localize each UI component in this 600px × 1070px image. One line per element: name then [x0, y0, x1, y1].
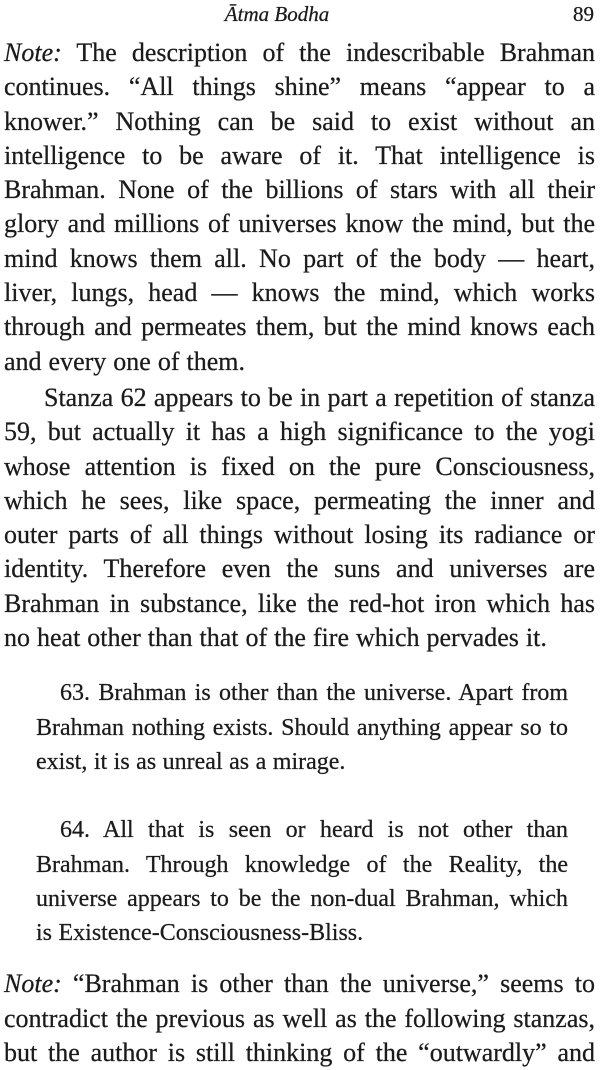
text-line: 63. Brahman is other than the universe. Apart from [60, 680, 568, 707]
running-title: Ātma Bodha [224, 2, 330, 26]
text-line: and every one of them. [4, 346, 245, 376]
text-line: universe appears to be the non-dual Brahman, which [36, 885, 568, 912]
note-label: Note: [4, 969, 62, 999]
text-line: Note: The description of the indescribable Brahman [4, 38, 595, 67]
commentary-stanza-62 [4, 381, 595, 655]
text-line: liver, lungs, head — knows the mind, which works [4, 278, 595, 308]
text-line: Brahman. None of the billions of stars with all their [4, 175, 595, 205]
text-line: intelligence to be aware of it. That intelligence is [4, 140, 595, 170]
text-line: Brahman nothing exists. Should anything appear so to [36, 714, 568, 741]
text-line: contradict the previous as well as the following stanzas, [4, 1003, 595, 1033]
note-label: Note: [4, 38, 62, 67]
text-line: whose attention is fixed on the pure Consciousness, [4, 451, 595, 481]
page-number: 89 [573, 2, 594, 26]
text-line: identity. Therefore even the suns and universes are [4, 554, 595, 584]
text-line: Brahman. Through knowledge of the Reality, the [36, 851, 568, 878]
stanza-64 [36, 813, 568, 950]
text-line: 59, but actually it has a high significance to the yogi [4, 417, 595, 447]
text-line: Stanza 62 appears to be in part a repetition of stanza [44, 382, 595, 412]
text-line: continues. “All things shine” means “appear to a [4, 72, 595, 102]
text-line: 64. All that is seen or heard is not other than [60, 817, 568, 844]
text-line: but the author is still thinking of the “outwardly” and [4, 1038, 595, 1068]
stanza-63 [36, 676, 568, 779]
text-block [4, 36, 595, 1070]
text-line: through and permeates them, but the mind knows each [4, 312, 595, 342]
text-line: Note: “Brahman is other than the universe,” seems to [4, 969, 595, 999]
text-line: which he sees, like space, permeating the inner and [4, 485, 595, 515]
text-line: exist, it is as unreal as a mirage. [36, 748, 346, 775]
note-stanza-63-64 [4, 967, 595, 1070]
text-line: glory and millions of universes know the mind, but the [4, 209, 595, 239]
text-line: no heat other than that of the fire which pervades it. [4, 623, 547, 653]
page-header [4, 2, 595, 26]
note-stanza-62 [4, 36, 595, 379]
text-line: outer parts of all things without losing its radiance or [4, 520, 595, 550]
text-line: knower.” Nothing can be said to exist without an [4, 106, 595, 136]
text-line: mind knows them all. No part of the body — heart, [4, 243, 595, 273]
text-line: Brahman in substance, like the red-hot iron which has [4, 588, 595, 618]
text-line: is Existence-Consciousness-Bliss. [36, 920, 364, 947]
